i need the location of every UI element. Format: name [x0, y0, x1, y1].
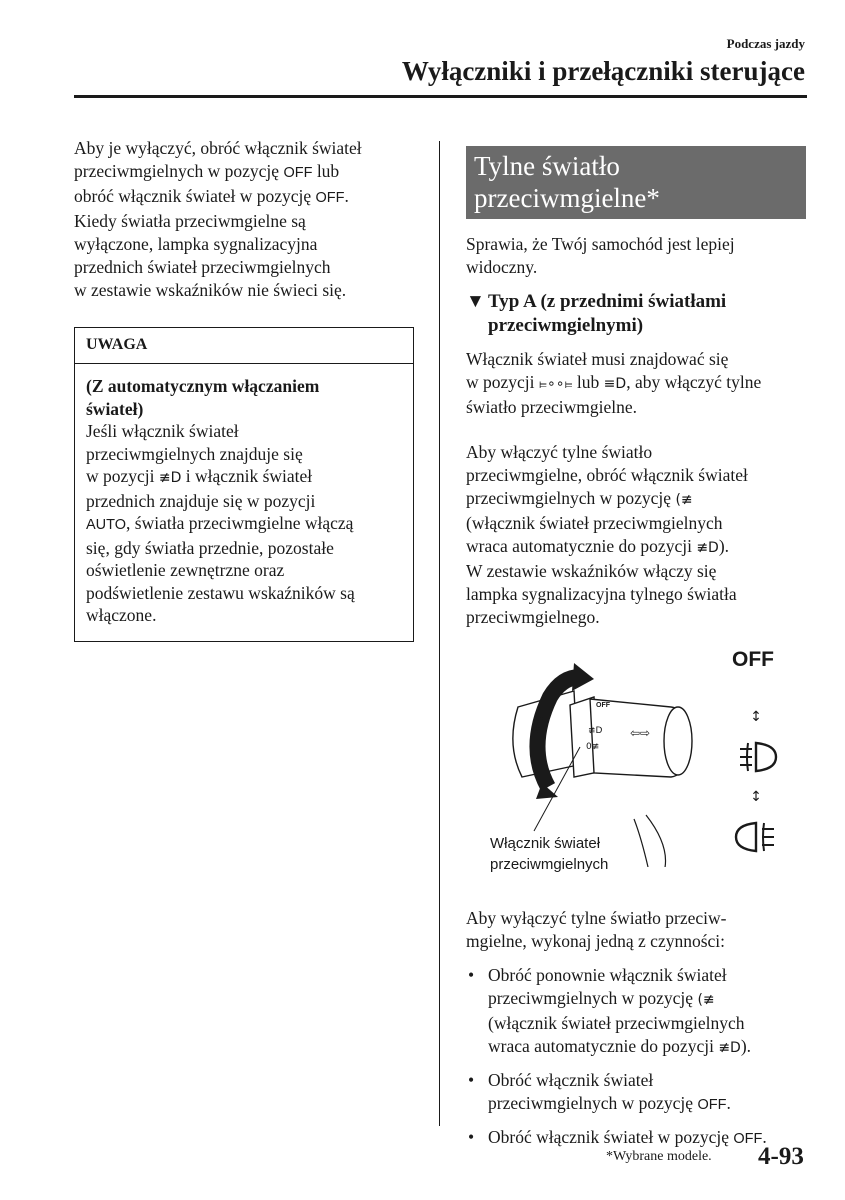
- title-rule: [74, 95, 807, 98]
- section-label: Podczas jazdy: [726, 36, 805, 51]
- text-run: .: [726, 1093, 731, 1113]
- text-run: Obróć włącznik świateł: [488, 1070, 654, 1090]
- text-run: w zestawie wskaźników nie świeci się.: [74, 280, 347, 300]
- front-fog-icon: ≢D: [718, 1040, 741, 1056]
- front-fog-icon: ≢D: [158, 470, 182, 486]
- text-run: włączone.: [86, 605, 157, 625]
- stalk-label-auto: AUTO: [534, 715, 546, 734]
- text-run: oświetlenie zewnętrzne oraz: [86, 560, 285, 580]
- text-run: wyłączone, lampka sygnalizacyjna: [74, 234, 318, 254]
- headlight-icon: ≡D: [603, 376, 627, 392]
- section-heading-line: Tylne światło: [474, 151, 620, 181]
- text-run: W zestawie wskaźników włączy się: [466, 561, 717, 581]
- svg-text:↕: ↕: [750, 709, 762, 725]
- position-code: OFF: [733, 1131, 763, 1147]
- rear-fog-off-steps: [466, 964, 806, 1151]
- text-run: lampka sygnalizacyjna tylnego światła: [466, 584, 737, 604]
- left-column: [74, 137, 414, 642]
- rear-fog-icon: (≢: [697, 992, 715, 1008]
- notice-subheading-line: (Z automatycznym włączaniem: [86, 376, 320, 396]
- parking-lights-icon: ⫢∘∘⫢: [538, 376, 573, 392]
- text-run: przednich świateł przeciwmgielnych: [74, 257, 331, 277]
- text-run: przeciwmgielnych znajduje się: [86, 443, 303, 464]
- text-run: (włącznik świateł przeciwmgielnych: [466, 513, 723, 533]
- text-run: się, gdy światła przednie, pozostałe: [86, 537, 334, 558]
- figure-caption-line: Włącznik świateł: [490, 835, 601, 852]
- intro-line: widoczny.: [466, 257, 538, 277]
- text-run: przednich znajduje się w pozycji: [86, 490, 316, 511]
- text-run: przeciwmgielnych w pozycję: [488, 988, 698, 1008]
- front-fog-icon: [740, 743, 776, 771]
- text-run: przeciwmgielnych w pozycję: [488, 1093, 698, 1113]
- notice-subheading-line: świateł): [86, 398, 144, 419]
- text-run: .: [344, 186, 349, 206]
- column-divider: [439, 141, 440, 1126]
- type-a-heading-line: Typ A (z przednimi światłami: [488, 291, 727, 312]
- section-heading: [466, 146, 806, 219]
- paragraph-fog-off: [74, 137, 414, 302]
- figure-caption: [490, 833, 608, 875]
- list-item: [466, 1069, 806, 1117]
- text-run: w pozycji: [466, 372, 539, 392]
- type-a-heading-line: przeciwmgielnymi): [488, 315, 644, 336]
- paragraph-rear-fog-off: [466, 907, 806, 953]
- list-item: [466, 964, 806, 1060]
- page-title: Wyłączniki i przełączniki sterujące: [401, 56, 805, 86]
- intro-text: [466, 233, 806, 279]
- text-run: Obróć włącznik świateł w pozycję: [488, 1127, 734, 1147]
- text-run: wraca automatycznie do pozycji: [488, 1036, 719, 1056]
- text-run: światło przeciwmgielne.: [466, 397, 638, 417]
- notice-body: [75, 364, 413, 641]
- section-heading-line: przeciwmgielne*: [474, 183, 660, 213]
- text-run: obróć włącznik świateł w pozycję: [74, 186, 316, 206]
- svg-text:⇦⇨: ⇦⇨: [630, 726, 651, 740]
- text-run: i włącznik świateł: [181, 466, 313, 486]
- text-run: Obróć ponownie włącznik świateł: [488, 965, 727, 985]
- text-run: .: [762, 1127, 767, 1147]
- rear-fog-icon: [736, 823, 774, 851]
- text-run: ).: [718, 536, 730, 556]
- text-run: przeciwmgielnego.: [466, 607, 600, 627]
- text-run: przeciwmgielnych w pozycję: [466, 488, 676, 508]
- notice-heading: UWAGA: [75, 328, 413, 364]
- fog-switch-figure: [466, 637, 806, 907]
- text-run: przeciwmgielne, obróć włącznik świateł: [466, 465, 748, 485]
- text-run: podświetlenie zestawu wskaźników są: [86, 582, 355, 603]
- text-run: lub: [312, 161, 340, 181]
- svg-text:↕: ↕: [750, 789, 762, 805]
- paragraph-rear-fog-on: [466, 441, 806, 629]
- notice-text: [86, 420, 402, 627]
- triangle-marker-icon: ▼: [466, 291, 485, 312]
- right-column: [466, 146, 806, 1160]
- position-code: OFF: [315, 190, 345, 206]
- notice-subheading: [86, 375, 402, 420]
- front-fog-icon: ≢D: [696, 540, 719, 556]
- paragraph-headlight-requirement: [466, 348, 806, 419]
- intro-line: Sprawia, że Twój samochód jest lepiej: [466, 234, 735, 254]
- text-run: lub: [572, 372, 604, 392]
- text-run: Kiedy światła przeciwmgielne są: [74, 211, 306, 231]
- text-run: Jeśli włącznik świateł: [86, 421, 239, 441]
- text-run: ).: [740, 1036, 752, 1056]
- notice-box: [74, 327, 414, 642]
- text-run: mgielne, wykonaj jedną z czynności:: [466, 931, 726, 951]
- rear-fog-icon: (≢: [675, 492, 693, 508]
- svg-text:≢D: ≢D: [588, 726, 603, 736]
- text-run: (włącznik świateł przeciwmgielnych: [488, 1013, 745, 1033]
- stalk-label-off: OFF: [596, 702, 610, 709]
- type-a-heading: [466, 290, 806, 338]
- text-run: wraca automatycznie do pozycji: [466, 536, 697, 556]
- figure-off-label: OFF: [732, 648, 774, 671]
- text-run: przeciwmgielnych w pozycję: [74, 161, 284, 181]
- text-run: , aby włączyć tylne: [626, 372, 762, 392]
- text-run: Aby włączyć tylne światło: [466, 442, 653, 462]
- page-number: 4-93: [758, 1143, 804, 1170]
- figure-caption-line: przeciwmgielnych: [490, 856, 609, 873]
- position-code: AUTO: [86, 517, 127, 533]
- text-run: Aby wyłączyć tylne światło przeciw-: [466, 908, 727, 928]
- position-code: OFF: [283, 165, 313, 181]
- text-run: w pozycji: [86, 466, 159, 486]
- footnote: *Wybrane modele.: [606, 1149, 712, 1164]
- text-run: , światła przeciwmgielne włączą: [126, 513, 354, 533]
- svg-text:0≢: 0≢: [586, 742, 600, 752]
- position-code: OFF: [697, 1097, 727, 1113]
- text-run: Włącznik świateł musi znajdować się: [466, 349, 729, 369]
- text-run: Aby je wyłączyć, obróć włącznik świateł: [74, 138, 362, 158]
- list-item: [466, 1126, 806, 1151]
